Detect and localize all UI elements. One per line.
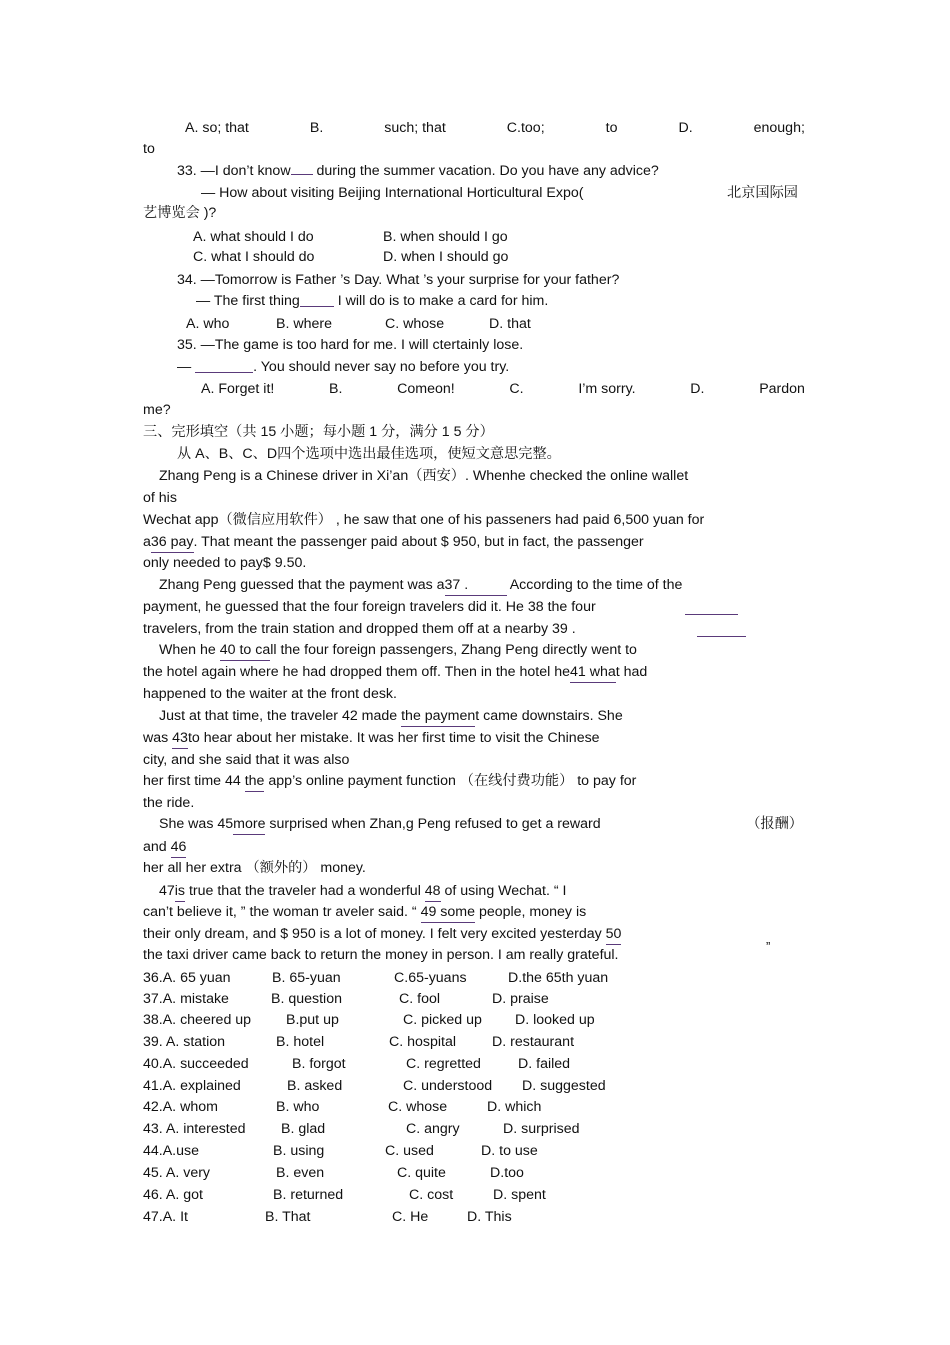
q34-option-b: B. where	[276, 316, 332, 332]
answer-39-c: C. hospital	[389, 1034, 457, 1050]
p5-l1-c: true that the traveler had a wonderful	[185, 883, 425, 899]
answer-43-b: B. glad	[281, 1121, 326, 1137]
blank-45: more	[233, 814, 265, 835]
passage-p1-line4	[143, 532, 805, 553]
section3-instruction: 从 A、B、C、D四个选项中选出最佳选项，使短文意思完整。	[177, 446, 561, 462]
blank-47: is	[175, 881, 185, 902]
p5-l1-e: of using Wechat. “ I	[440, 883, 567, 899]
passage-p5-line4: the taxi driver came back to return the money in person. I am really grateful.	[143, 947, 619, 963]
blank-42-underline: the paymen	[401, 706, 475, 727]
answer-41-c: C. understood	[403, 1078, 493, 1094]
p2-l5-c: t had	[615, 664, 648, 680]
p4-l1-d: （报酬）	[746, 816, 803, 832]
passage-p2-line5	[143, 662, 805, 683]
q33-option-a: A. what should I do	[193, 229, 314, 245]
q34-option-a: A. who	[186, 316, 230, 332]
answer-45-a: 45. A. very	[143, 1165, 211, 1181]
q33-stem	[177, 161, 805, 181]
blank-40: 40 to ca	[220, 640, 270, 661]
answer-46-b: B. returned	[273, 1187, 344, 1203]
q35-option-c-letter: C.	[509, 381, 524, 397]
q34-option-c: C. whose	[385, 316, 445, 332]
q33-stem-post: during the summer vacation. Do you have any advice?	[316, 163, 659, 179]
q32-option-d-letter: D.	[678, 120, 693, 136]
q35-option-d-text: Pardon	[759, 381, 805, 397]
q33-blank	[291, 174, 313, 175]
q32-options-line	[143, 118, 805, 138]
q32-option-b-text: such; that	[384, 120, 446, 136]
p4-l1-a: She was 45	[159, 816, 234, 832]
answer-40-a: 40.A. succeeded	[143, 1056, 249, 1072]
p3-l4-c: app’s online payment function （在线付费功能） to pay for	[264, 773, 637, 789]
q35-stem: 35. —The game is too hard for me. I will ctertainly lose.	[177, 337, 524, 353]
q35-options-line	[143, 379, 805, 399]
answer-39-b: B. hotel	[276, 1034, 325, 1050]
answer-36-a: 36.A. 65 yuan	[143, 970, 231, 986]
q32-option-c: C.too;	[506, 120, 545, 136]
answer-41-d: D. suggested	[522, 1078, 606, 1094]
p1-l4-c: . That meant the passenger paid about $ 950, but in fact, the passenger	[193, 534, 644, 550]
q33-reply-cn: 北京国际园	[727, 185, 798, 201]
answer-47-c: C. He	[392, 1209, 429, 1225]
passage-p1-line3: Wechat app（微信应用软件） , he saw that one of his passeners had paid 6,500 yuan for	[143, 512, 705, 528]
q34-option-d: D. that	[489, 316, 531, 332]
answer-36-c: C.65-yuans	[394, 970, 467, 986]
answer-37-d: D. praise	[492, 991, 549, 1007]
passage-p1-line5: only needed to pay$ 9.50.	[143, 555, 307, 571]
passage-p3-line4	[143, 771, 805, 792]
answer-40-c: C. regretted	[406, 1056, 481, 1072]
answer-43-c: C. angry	[406, 1121, 460, 1137]
blank-41: 41 wha	[570, 662, 616, 683]
passage-p3-line3: city, and she said that it was also	[143, 752, 350, 768]
q35-option-a: A. Forget it!	[201, 381, 275, 397]
blank-50: 50	[606, 924, 622, 945]
answer-45-d: D.too	[490, 1165, 524, 1181]
section3-title: 三、完形填空（共 15 小题；每小题 1 分，满分 1 5 分）	[143, 424, 494, 440]
passage-p5-line1	[159, 881, 805, 902]
q33-option-b: B. when should I go	[383, 229, 508, 245]
p2-l4-c: ll the four foreign passengers, Zhang Peng directly went to	[270, 642, 637, 658]
q35-option-b-text: Comeon!	[397, 381, 455, 397]
passage-p3-line5: the ride.	[143, 795, 195, 811]
passage-p2-line2: payment, he guessed that the four foreign travelers did it. He 38 the four	[143, 599, 596, 615]
q32-option-b-letter: B.	[309, 120, 324, 136]
q35-option-b-letter: B.	[329, 381, 343, 397]
answer-42-d: D. which	[487, 1099, 542, 1115]
q35-reply-pre: —	[177, 359, 196, 375]
q33-reply-pre: — How about visiting Beijing International Horticultural Expo(	[201, 185, 584, 201]
p3-l1-c: t came downstairs. She	[475, 708, 623, 724]
passage-p1-line2: of his	[143, 490, 177, 506]
p2-l4-a: When he	[159, 642, 220, 658]
answer-37-c: C. fool	[399, 991, 441, 1007]
answer-47-d: D. This	[467, 1209, 512, 1225]
passage-p3-line2	[143, 728, 805, 749]
closing-quote: ”	[766, 939, 771, 954]
q33-option-c: C. what I should do	[193, 249, 315, 265]
passage-p5-line3	[143, 924, 805, 945]
blank-49: 49 some	[421, 902, 475, 923]
answer-44-a: 44.A.use	[143, 1143, 200, 1159]
blank-43: 43	[172, 728, 188, 749]
answer-38-d: D. looked up	[515, 1012, 595, 1028]
passage-p2-line3: travelers, from the train station and dropped them off at a nearby 39 .	[143, 621, 576, 637]
q35-option-d-letter: D.	[690, 381, 705, 397]
q32-option-a: A. so; that	[185, 120, 249, 136]
q35-reply	[177, 357, 805, 377]
answer-42-a: 42.A. whom	[143, 1099, 218, 1115]
blank-37: 37 .	[445, 575, 507, 596]
passage-p4-line1	[159, 814, 805, 835]
passage-p2-line4	[159, 640, 805, 661]
p4-l1-c: surprised when Zhan,g Peng refused to get a reward	[265, 816, 601, 832]
p4-l2-a: and	[143, 839, 171, 855]
answer-46-d: D. spent	[493, 1187, 546, 1203]
q35-tail: me?	[143, 402, 171, 418]
passage-p5-line2	[143, 902, 805, 923]
answer-42-b: B. who	[276, 1099, 320, 1115]
p5-l1-a: 47	[159, 883, 175, 899]
p2-l1-a: Zhang Peng guessed that the payment was a	[159, 577, 445, 593]
answer-37-a: 37.A. mistake	[143, 991, 229, 1007]
p3-l4-a: her first time 44	[143, 773, 245, 789]
passage-p3-line1	[159, 706, 805, 727]
blank-line-38	[685, 614, 738, 615]
answer-36-d: D.the 65th yuan	[508, 970, 609, 986]
answer-41-a: 41.A. explained	[143, 1078, 241, 1094]
p5-l2-c: people, money is	[475, 904, 587, 920]
answer-39-a: 39. A. station	[143, 1034, 226, 1050]
p3-l2-a: was	[143, 730, 173, 746]
answer-40-b: B. forgot	[292, 1056, 346, 1072]
q35-reply-post: . You should never say no before you try.	[253, 359, 510, 375]
answer-47-b: B. That	[265, 1209, 311, 1225]
answer-45-c: C. quite	[397, 1165, 446, 1181]
answer-44-d: D. to use	[481, 1143, 538, 1159]
p2-l1-c: According to the time of the	[506, 577, 683, 593]
answer-36-b: B. 65-yuan	[272, 970, 341, 986]
blank-44: the	[245, 771, 265, 792]
passage-p1-line1: Zhang Peng is a Chinese driver in Xi’an（西安）. Whenhe checked the online wallet	[159, 468, 689, 484]
answer-38-a: 38.A. cheered up	[143, 1012, 252, 1028]
blank-46: 46	[171, 837, 187, 858]
q35-option-c-text: I’m sorry.	[578, 381, 636, 397]
answer-44-c: C. used	[385, 1143, 434, 1159]
p2-l5-a: the hotel again where he had dropped them off. Then in the hotel he	[143, 664, 570, 680]
answer-47-a: 47.A. It	[143, 1209, 188, 1225]
q32-option-c-text: to	[605, 120, 618, 136]
answer-45-b: B. even	[276, 1165, 325, 1181]
answer-40-d: D. failed	[518, 1056, 571, 1072]
answer-37-b: B. question	[271, 991, 342, 1007]
q33-stem-pre: 33. —I don’t know	[177, 163, 291, 179]
passage-p2-line6: happened to the waiter at the front desk.	[143, 686, 397, 702]
q34-reply-pre: — The first thing	[196, 293, 300, 309]
passage-p4-line3: her all her extra （额外的） money.	[143, 860, 366, 876]
q35-blank	[195, 358, 253, 373]
passage-p4-line2	[143, 837, 805, 858]
q32-tail: to	[143, 141, 155, 157]
q34-blank	[300, 292, 334, 307]
passage-p2-line1	[159, 575, 805, 596]
blank-line-39	[697, 636, 746, 637]
p5-l3-a: their only dream, and $ 950 is a lot of money. I felt very excited yesterday	[143, 926, 606, 942]
answer-38-b: B.put up	[286, 1012, 339, 1028]
q33-option-d: D. when I should go	[383, 249, 509, 265]
q33-reply	[201, 183, 805, 203]
p3-l2-c: to hear about her mistake. It was her first time to visit the Chinese	[187, 730, 600, 746]
answer-39-d: D. restaurant	[492, 1034, 575, 1050]
p5-l2-a: can’t believe it, ” the woman tr aveler said. “	[143, 904, 421, 920]
blank-48: 48	[425, 881, 441, 902]
answer-43-d: D. surprised	[503, 1121, 580, 1137]
q34-reply-post: I will do is to make a card for him.	[333, 293, 549, 309]
blank-36: 36 pay	[151, 532, 194, 553]
answer-43-a: 43. A. interested	[143, 1121, 246, 1137]
p3-l1-a: Just at that time, the traveler 42 made	[159, 708, 402, 724]
answer-41-b: B. asked	[287, 1078, 343, 1094]
q32-option-d-text: enough;	[753, 120, 805, 136]
q33-reply-tail: 艺博览会 )?	[143, 205, 217, 221]
q34-stem: 34. —Tomorrow is Father ’s Day. What ’s your surprise for your father?	[177, 272, 620, 288]
answer-46-c: C. cost	[409, 1187, 454, 1203]
answer-44-b: B. using	[273, 1143, 325, 1159]
answer-46-a: 46. A. got	[143, 1187, 203, 1203]
p1-l4-a: a	[143, 534, 151, 550]
answer-42-c: C. whose	[388, 1099, 448, 1115]
answer-38-c: C. picked up	[403, 1012, 482, 1028]
q34-reply	[196, 291, 805, 311]
